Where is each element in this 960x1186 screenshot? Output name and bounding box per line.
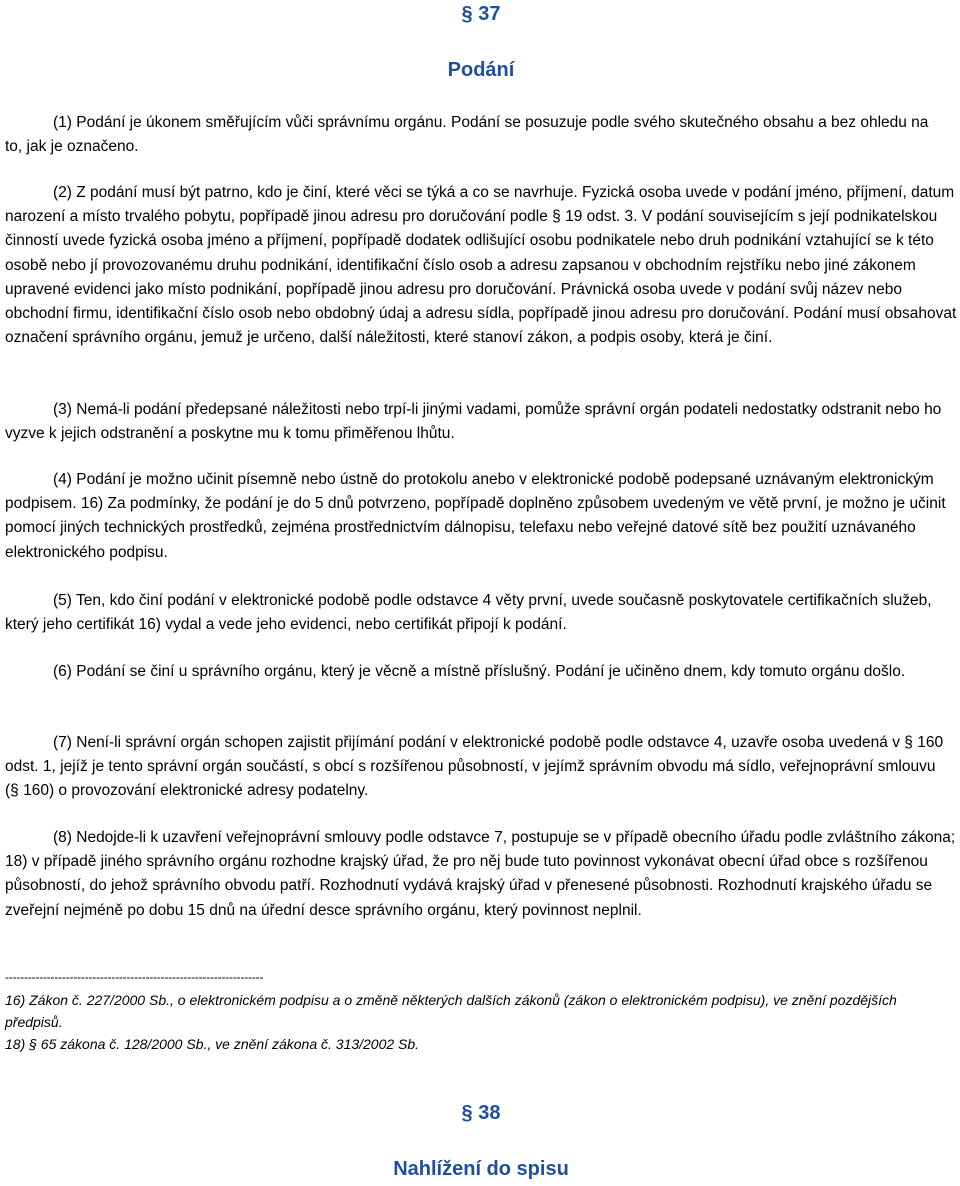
section-title-2: Nahlížení do spisu bbox=[393, 1158, 569, 1180]
paragraph-5: (5) Ten, kdo činí podání v elektronické podobě podle odstavce 4 věty první, uvede současně poskytovatele certifikačních služeb, který jeho certifikát 16) vydal a vede jeho evidenci, nebo certifikát připojí k podání. bbox=[5, 592, 932, 634]
paragraph-7: (7) Není-li správní orgán schopen zajistit přijímání podání v elektronické podobě podle odstavce 4, uzavře osoba uvedená v § 160 odst. 1, jejíž je tento správní orgán součástí, s obcí s rozšířenou působností, v jejímž správním obvodu má sídlo, veřejnoprávní smlouvu (§ 160) o provozování elektronické adresy podatelny. bbox=[5, 734, 944, 800]
footnote-18: 18) § 65 zákona č. 128/2000 Sb., ve znění zákona č. 313/2002 Sb. bbox=[5, 1036, 420, 1052]
footnote-separator: -------------------------------------------------------------------- bbox=[5, 970, 264, 984]
paragraph-1: (1) Podání je úkonem směřujícím vůči správnímu orgánu. Podání se posuzuje podle svého skutečného obsahu a bez ohledu na to, jak je označeno. bbox=[5, 114, 929, 156]
paragraph-8: (8) Nedojde-li k uzavření veřejnoprávní smlouvy podle odstavce 7, postupuje se v případě obecního úřadu podle zvláštního zákona; 18) v případě jiného správního orgánu rozhodne krajský úřad, že pro něj bude tuto povinnost vykonávat obecní úřad obce s rozšířenou působností, do jehož správního obvodu patří. Rozhodnutí vydává krajský úřad v přenesené působnosti. Rozhodnutí krajského úřadu se zveřejní nejméně po dobu 15 dnů na úřední desce správního orgánu, který povinnost neplnil. bbox=[5, 829, 956, 919]
paragraph-2: (2) Z podání musí být patrno, kdo je činí, které věci se týká a co se navrhuje. Fyzická osoba uvede v podání jméno, příjmení, datum narození a místo trvalého pobytu, popřípadě jinou adresu pro doručování podle § 19 odst. 3. V podání souvisejícím s její podnikatelskou činností uvede fyzická osoba jméno a příjmení, popřípadě dodatek odlišující osobu podnikatele nebo druh podnikání vztahující se k této osobě nebo jí provozovanému druhu podnikání, identifikační číslo osob a adresu zapsanou v obchodním rejstříku nebo jiné zákonem upravené evidenci jako místo podnikání, popřípadě jinou adresu pro doručování. Právnická osoba uvede v podání svůj název nebo obchodní firmu, identifikační číslo osob nebo obdobný údaj a adresu sídla, popřípadě jinou adresu pro doručování. Podání musí obsahovat označení správního orgánu, jemuž je určeno, další náležitosti, které stanoví zákon, a podpis osoby, která je činí. bbox=[5, 184, 957, 347]
footnote-16: 16) Zákon č. 227/2000 Sb., o elektronickém podpisu a o změně některých dalších zákonů (zákon o elektronickém podpisu), ve znění pozdějších předpisů. bbox=[5, 992, 897, 1030]
section-number-2: § 38 bbox=[461, 1102, 501, 1124]
paragraph-6: (6) Podání se činí u správního orgánu, který je věcně a místně příslušný. Podání je učiněno dnem, kdy tomuto orgánu došlo. bbox=[53, 663, 906, 680]
paragraph-3: (3) Nemá-li podání předepsané náležitosti nebo trpí-li jinými vadami, pomůže správní orgán podateli nedostatky odstranit nebo ho vyzve k jejich odstranění a poskytne mu k tomu přiměřenou lhůtu. bbox=[5, 401, 942, 443]
section-number: § 37 bbox=[461, 3, 501, 25]
paragraph-4: (4) Podání je možno učinit písemně nebo ústně do protokolu anebo v elektronické podobě podepsané uznávaným elektronickým podpisem. 16) Za podmínky, že podání je do 5 dnů potvrzeno, popřípadě doplněno způsobem uvedeným ve větě první, je možno je učinit pomocí jiných technických prostředků, zejména prostřednictvím dálnopisu, telefaxu nebo veřejné datové sítě bez použití uznávaného elektronického podpisu. bbox=[5, 471, 946, 561]
section-title: Podání bbox=[447, 59, 515, 81]
